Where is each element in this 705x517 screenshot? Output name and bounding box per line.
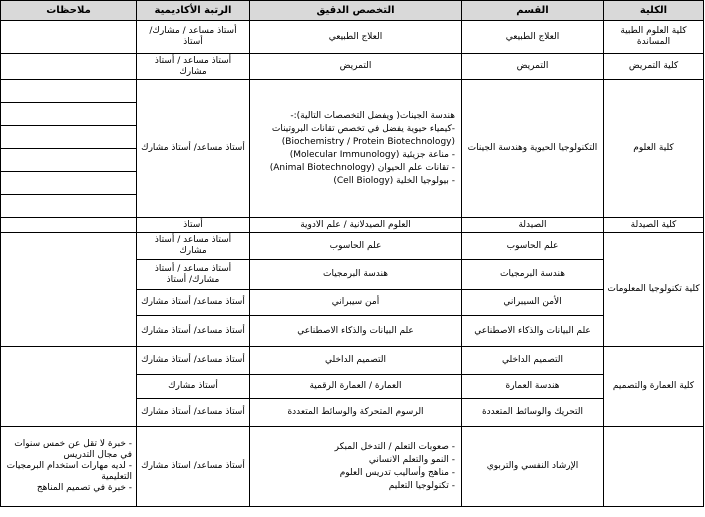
cell-department: التحريك والوسائط المتعددة [462,399,604,427]
table-row [1,218,704,233]
cell-specialization: الرسوم المتحركة والوسائط المتعددة [250,399,462,427]
header-row [1,1,704,21]
cell-department: هندسة البرمجيات [462,260,604,290]
cell-notes [1,233,137,347]
cell-rank: أستاذ مساعد / أستاذ مشارك/ أستاذ [137,260,250,290]
cell-college: كلية التمريض [604,54,704,80]
cell-department: العلاج الطبيعي [462,21,604,54]
cell-specialization: علم البيانات والذكاء الاصطناعي [250,316,462,347]
spec-line: -كيمياء حيوية يفضل في تخصص تقانات البروتينات [271,123,455,134]
spec-line: - تقانات علم الحيوان (Animal Biotechnology) [269,162,455,173]
cell-notes [1,218,137,233]
cell-department: علم البيانات والذكاء الاصطناعي [462,316,604,347]
cell-specialization: علم الحاسوب [250,233,462,260]
cell-specialization [250,427,462,507]
note-line: - لديه مهارات استخدام البرمجيات التعليمية [6,461,132,482]
cell-rank: أستاذ مساعد/ أستاذ مشارك [137,290,250,316]
note-line: - خبرة لا تقل عن خمس سنوات في مجال التدريس [14,439,132,460]
cell-department: الإرشاد النفسي والتربوي [462,427,604,507]
cell-specialization: أمن سيبراني [250,290,462,316]
notes-subcell [1,126,136,149]
header-notes: ملاحظات [1,1,137,21]
spec-line: - مناعة جزيئية (Molecular Immunology) [289,149,455,160]
spec-line: (Biochemistry / Protein Biotechnology) [281,136,455,147]
header-college: الكلية [604,1,704,21]
cell-college: كلية تكنولوجيا المعلومات [604,233,704,347]
table-row [1,233,704,260]
note-line: - خبرة في تصميم المناهج [36,483,132,493]
cell-rank: أستاذ مساعد/ أستاذ مشارك [137,80,250,218]
cell-rank: أستاذ [137,218,250,233]
cell-rank: أستاذ مساعد/ أستاذ مشارك [137,399,250,427]
cell-department: التصميم الداخلي [462,347,604,375]
table-row [1,427,704,507]
cell-notes [1,427,137,507]
cell-notes [1,54,137,80]
cell-specialization: هندسة البرمجيات [250,260,462,290]
table-row [1,21,704,54]
cell-specialization: العمارة / العمارة الرقمية [250,375,462,399]
cell-department: علم الحاسوب [462,233,604,260]
cell-specialization [250,80,462,218]
spec-line: - بيولوجيا الخلية (Cell Biology) [333,175,455,186]
header-specialization: التخصص الدقيق [250,1,462,21]
cell-college: كلية الصيدلة [604,218,704,233]
spec-line: - تكنولوجيا التعليم [388,480,455,491]
cell-rank: أستاذ مساعد/ أستاذ مشارك [137,347,250,375]
cell-specialization: التصميم الداخلي [250,347,462,375]
notes-subcell [1,172,136,195]
cell-rank: أستاذ مساعد/ أستاذ مشارك [137,316,250,347]
cell-department: هندسة العمارة [462,375,604,399]
cell-college [604,427,704,507]
table-row [1,347,704,375]
notes-subcell [1,195,136,217]
notes-subcell [1,149,136,172]
cell-rank: أستاذ مساعد / أستاذ مشارك [137,54,250,80]
notes-subcell [1,103,136,126]
cell-specialization: العلاج الطبيعي [250,21,462,54]
cell-college: كلية العلوم [604,80,704,218]
cell-college: كلية العمارة والتصميم [604,347,704,427]
table-row [1,54,704,80]
cell-rank: أستاذ مساعد / مشارك/ أستاذ [137,21,250,54]
spec-line: هندسة الجينات( ويفضل التخصصات التالية):- [290,110,455,121]
cell-department: الصيدلة [462,218,604,233]
spec-line: - صعوبات التعلم / التدخل المبكر [334,441,455,452]
header-rank: الرتبة الأكاديمية [137,1,250,21]
cell-rank: أستاذ مشارك [137,375,250,399]
header-department: القسم [462,1,604,21]
cell-college: كلية العلوم الطبية المساندة [604,21,704,54]
cell-notes [1,347,137,427]
notes-subcell [1,80,136,103]
cell-department: التكنولوجيا الحيوية وهندسة الجينات [462,80,604,218]
spec-line: - مناهج وأساليب تدريس العلوم [339,467,455,478]
table-row [1,80,704,218]
cell-department: التمريض [462,54,604,80]
cell-rank: أستاذ مساعد/ استاذ مشارك [137,427,250,507]
cell-specialization: التمريض [250,54,462,80]
cell-department: الأمن السيبراني [462,290,604,316]
cell-notes [1,80,137,218]
cell-rank: أستاذ مساعد / أستاذ مشارك [137,233,250,260]
spec-line: - النمو والتعلم الانساني [368,454,455,465]
cell-notes [1,21,137,54]
cell-specialization: العلوم الصيدلانية / علم الادوية [250,218,462,233]
